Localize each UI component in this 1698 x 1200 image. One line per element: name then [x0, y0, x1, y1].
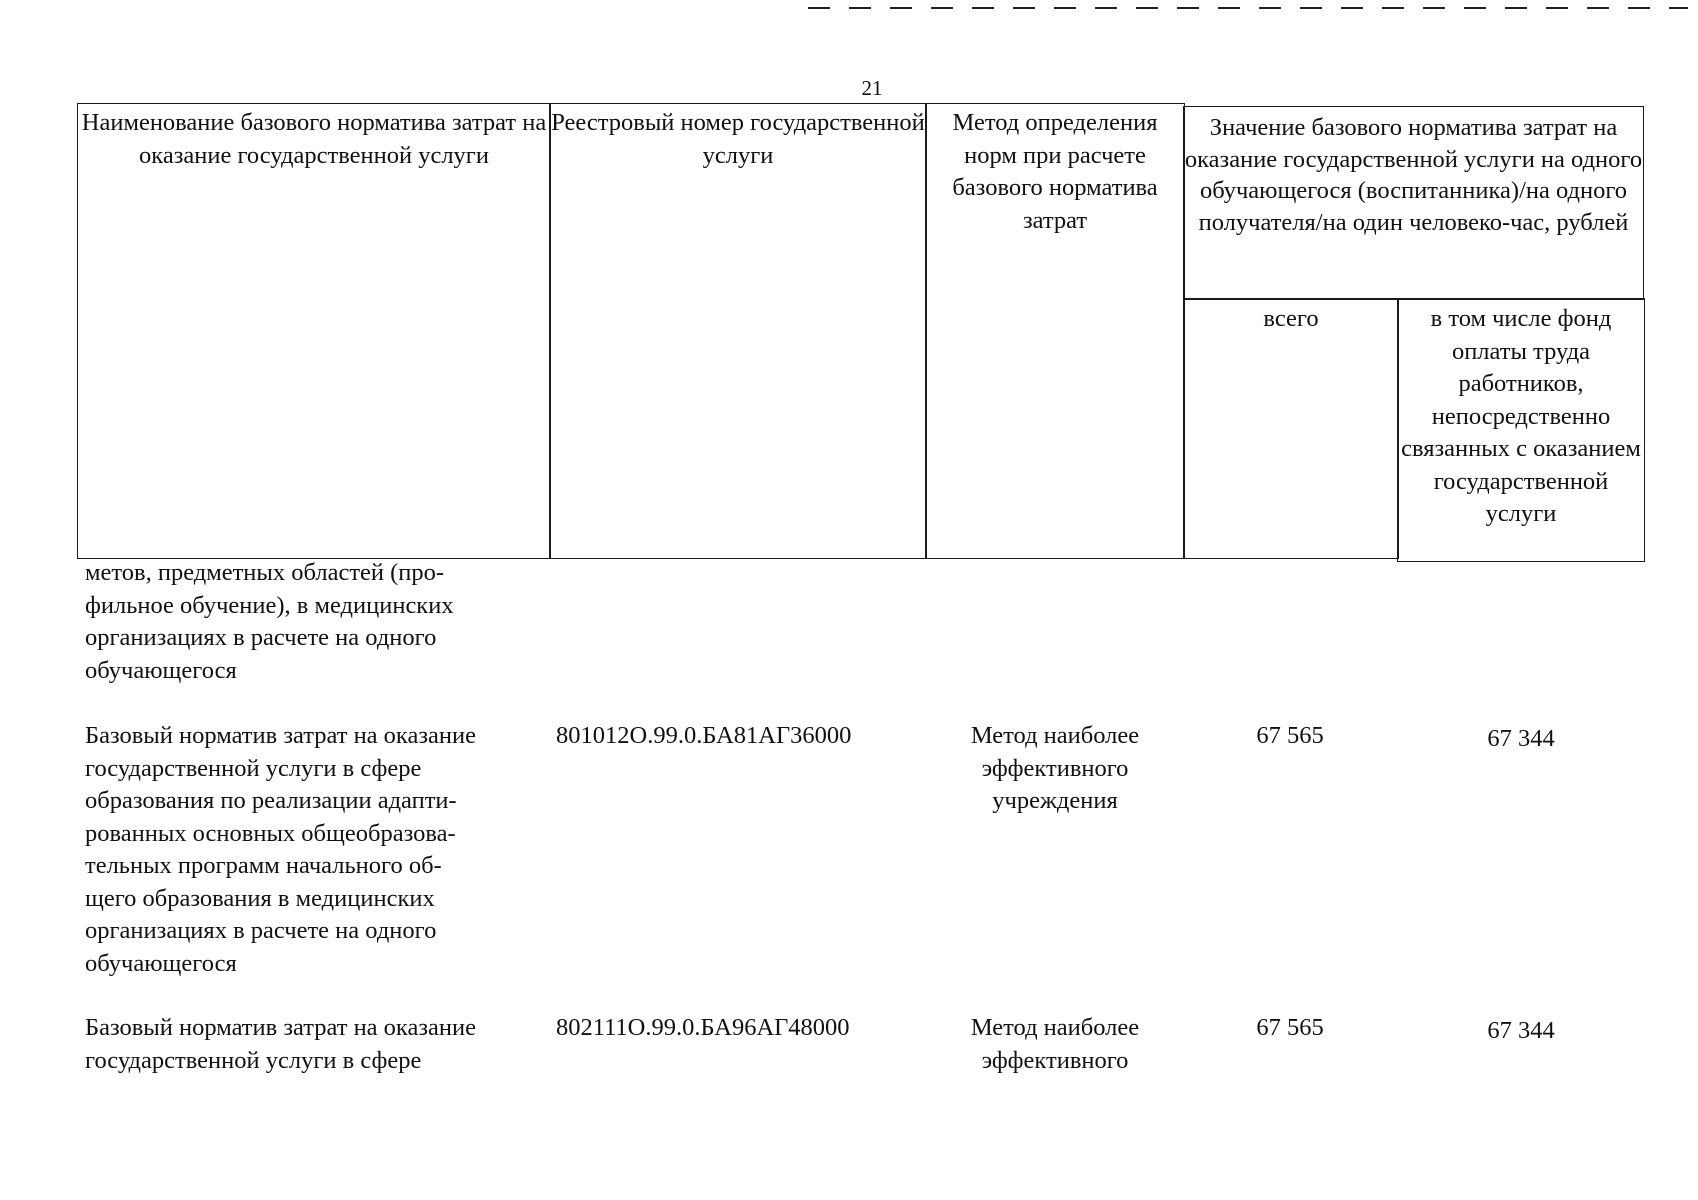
header-service-name: Наименование базового норматива затрат на оказание государственной услуги: [77, 103, 551, 559]
header-registry-number: Реестровый номер государственной услуги: [549, 103, 927, 559]
top-dashed-line: [808, 7, 1688, 9]
row-wage-fund: 67 344: [1487, 725, 1555, 752]
row-method: Метод наиболее эффективного учреждения: [970, 722, 1140, 814]
header-wage-fund: в том числе фонд оплаты труда работников, непосредственно связанных с оказанием государственной услуги: [1397, 298, 1645, 562]
header-norm-value: Значение базового норматива затрат на оказание государственной услуги на одного обучающегося (воспитанника)/на одного получателя/на один человеко-час, рублей: [1183, 106, 1644, 300]
row-service-name: Базовый норматив затрат на оказание государственной услуги в сфере образования по реализации адапти- рованных основных общеобразова- тельных программ начального об- щего образования в медицинских организациях в расчете на одного обучающегося: [85, 722, 476, 977]
row-wage-fund: 67 344: [1487, 1017, 1555, 1044]
row-total: 67 565: [1256, 1014, 1324, 1041]
page-number: 21: [861, 76, 883, 100]
row-registry-number: 802111О.99.0.БА96АГ48000: [556, 1014, 850, 1041]
row-service-name: Базовый норматив затрат на оказание государственной услуги в сфере: [85, 1014, 476, 1074]
row-method: Метод наиболее эффективного: [970, 1014, 1140, 1074]
header-method: Метод определения норм при расчете базового норматива затрат: [925, 103, 1185, 559]
header-total: всего: [1183, 298, 1399, 559]
row-total: 67 565: [1256, 722, 1324, 749]
row-service-name: метов, предметных областей (про- фильное обучение), в медицинских организациях в расчете на одного обучающегося: [85, 559, 454, 684]
row-registry-number: 801012О.99.0.БА81АГ36000: [556, 722, 852, 749]
